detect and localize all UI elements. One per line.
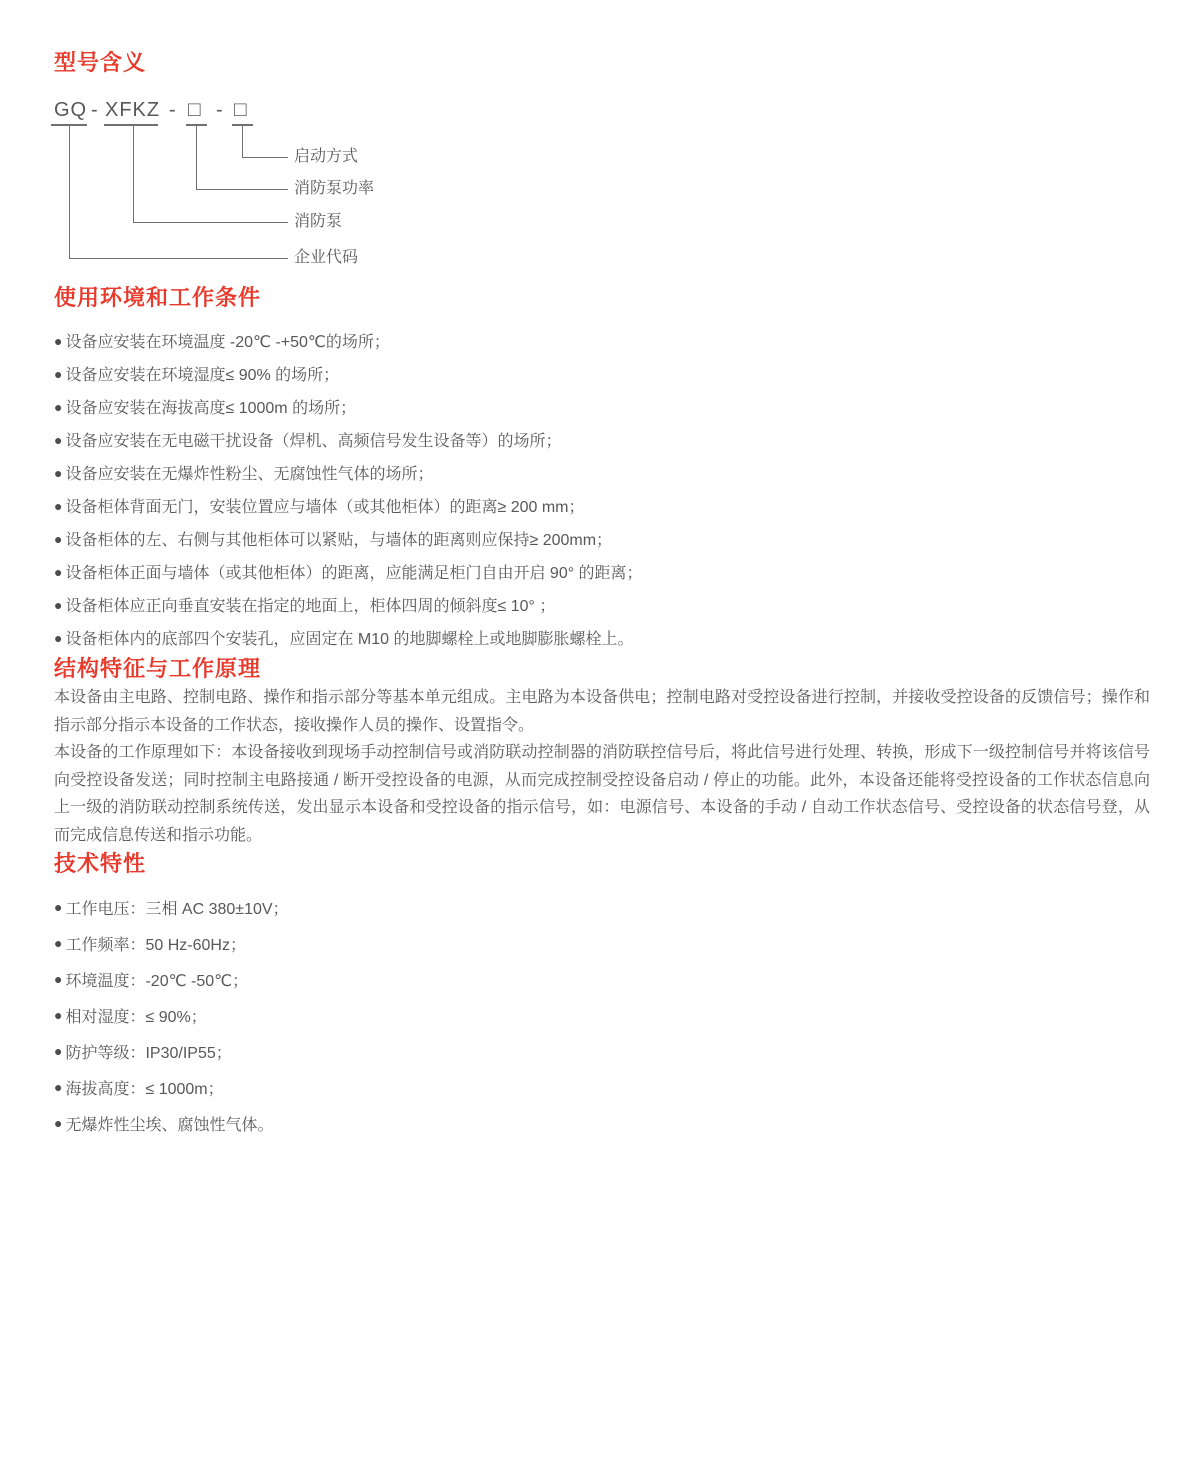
diagram-vertical-line [196,126,197,189]
diagram-label-start-mode: 启动方式 [294,148,359,165]
bullet-text: 设备柜体背面无门，安装位置应与墙体（或其他柜体）的距离≥ 200 mm； [65,499,585,516]
diagram-vertical-line [69,126,70,258]
bullet-dot-icon: ● [54,629,63,646]
diagram-horizontal-line [242,157,288,158]
environment-section [54,283,1150,654]
bullet-text: 相对湿度：≤ 90%； [65,1008,207,1026]
bullet-dot-icon: ● [54,431,63,448]
structure-paragraph: 本设备的工作原理如下：本设备接收到现场手动控制信号或消防联动控制器的消防联控信号后，将此信号进行处理、转换，形成下一级控制信号并将该信号向受控设备发送；同时控制主电路接通 / 断开受控设备的电源，从而完成控制受控设备启动 / 停止的功能。此外，本设备还能将受控设备的工作状态信息向上一级的消防联动控制系统传送，发出显示本设备和受控设备的指示信号，如：电源信号、本设备的手动 / 自动工作状态信号、受控设备的状态信号登，从而完成信息传送和指示功能。 [54,744,1150,844]
bullet-text: 工作频率：50 Hz-60Hz； [65,936,246,954]
diagram-horizontal-line [133,222,288,223]
bullet-item [54,961,1150,997]
bullet-item [54,522,1150,555]
bullet-text: 设备应安装在无电磁干扰设备（焊机、高频信号发生设备等）的场所； [65,433,562,450]
tech-list [54,889,1150,1141]
bullet-text: 设备柜体正面与墙体（或其他柜体）的距离，应能满足柜门自由开启 90° 的距离； [65,565,643,582]
placeholder-box-icon: □ [234,98,248,121]
diagram-label-pump: 消防泵 [294,213,343,230]
bullet-dot-icon: ● [54,1007,63,1023]
diagram-label-pump-power: 消防泵功率 [294,180,375,197]
tech-section [54,849,1150,1141]
bullet-dot-icon: ● [54,398,63,415]
bullet-item [54,390,1150,423]
bullet-dot-icon: ● [54,464,63,481]
bullet-text: 防护等级：IP30/IP55； [65,1044,232,1062]
bullet-item [54,555,1150,588]
bullet-item [54,324,1150,357]
bullet-dot-icon: ● [54,596,63,613]
bullet-item [54,925,1150,961]
bullet-item [54,1069,1150,1105]
diagram-horizontal-line [69,258,288,259]
model-code-company: GQ [54,99,88,121]
environment-list [54,324,1150,654]
bullet-text: 设备柜体的左、右侧与其他柜体可以紧贴，与墙体的距离则应保持≥ 200mm； [65,532,613,549]
bullet-item [54,588,1150,621]
model-code-separator: - [169,99,177,121]
bullet-dot-icon: ● [54,563,63,580]
bullet-dot-icon: ● [54,332,63,349]
bullet-text: 环境温度：-20℃ -50℃； [65,972,249,990]
structure-section [54,654,1150,849]
bullet-dot-icon: ● [54,530,63,547]
bullet-text: 无爆炸性尘埃、腐蚀性气体。 [65,1116,274,1134]
structure-section-heading: 结构特征与工作原理 [54,656,262,681]
bullet-item [54,1033,1150,1069]
bullet-dot-icon: ● [54,1043,63,1059]
bullet-dot-icon: ● [54,365,63,382]
bullet-text: 设备应安装在环境温度 -20℃ -+50℃的场所； [65,334,390,351]
model-section-heading: 型号含义 [54,50,147,75]
diagram-horizontal-line [196,189,288,190]
bullet-text: 设备应安装在无爆炸性粉尘、无腐蚀性气体的场所； [65,466,434,483]
model-code-pump-type: XFKZ [105,99,161,121]
bullet-dot-icon: ● [54,935,63,951]
diagram-underline [104,124,158,126]
bullet-text: 设备柜体应正向垂直安装在指定的地面上，柜体四周的倾斜度≤ 10° ； [65,598,556,615]
diagram-vertical-line [242,126,243,157]
bullet-text: 设备应安装在环境湿度≤ 90% 的场所； [65,367,340,384]
model-code-diagram [54,98,574,283]
diagram-label-company-code: 企业代码 [294,249,359,266]
placeholder-box-icon: □ [188,98,202,121]
bullet-dot-icon: ● [54,1115,63,1131]
bullet-dot-icon: ● [54,899,63,915]
structure-paragraph: 本设备由主电路、控制电路、操作和指示部分等基本单元组成。主电路为本设备供电；控制电路对受控设备进行控制，并接收受控设备的反馈信号；操作和指示部分指示本设备的工作状态，接收操作人员的操作、设置指令。 [54,689,1150,734]
bullet-dot-icon: ● [54,971,63,987]
bullet-item [54,423,1150,456]
bullet-item [54,1105,1150,1141]
bullet-item [54,889,1150,925]
bullet-text: 设备柜体内的底部四个安装孔，应固定在 M10 的地脚螺栓上或地脚膨胀螺栓上。 [65,631,634,648]
model-section [54,48,1150,283]
diagram-vertical-line [133,126,134,222]
bullet-text: 设备应安装在海拔高度≤ 1000m 的场所； [65,400,357,417]
bullet-item [54,621,1150,654]
model-code-separator: - [91,99,99,121]
bullet-text: 海拔高度：≤ 1000m； [65,1080,224,1098]
model-code-separator: - [216,99,224,121]
tech-section-heading: 技术特性 [54,851,147,876]
bullet-dot-icon: ● [54,497,63,514]
bullet-text: 工作电压：三相 AC 380±10V； [65,900,289,918]
bullet-dot-icon: ● [54,1079,63,1095]
bullet-item [54,357,1150,390]
bullet-item [54,997,1150,1033]
bullet-item [54,456,1150,489]
environment-section-heading: 使用环境和工作条件 [54,285,262,310]
bullet-item [54,489,1150,522]
